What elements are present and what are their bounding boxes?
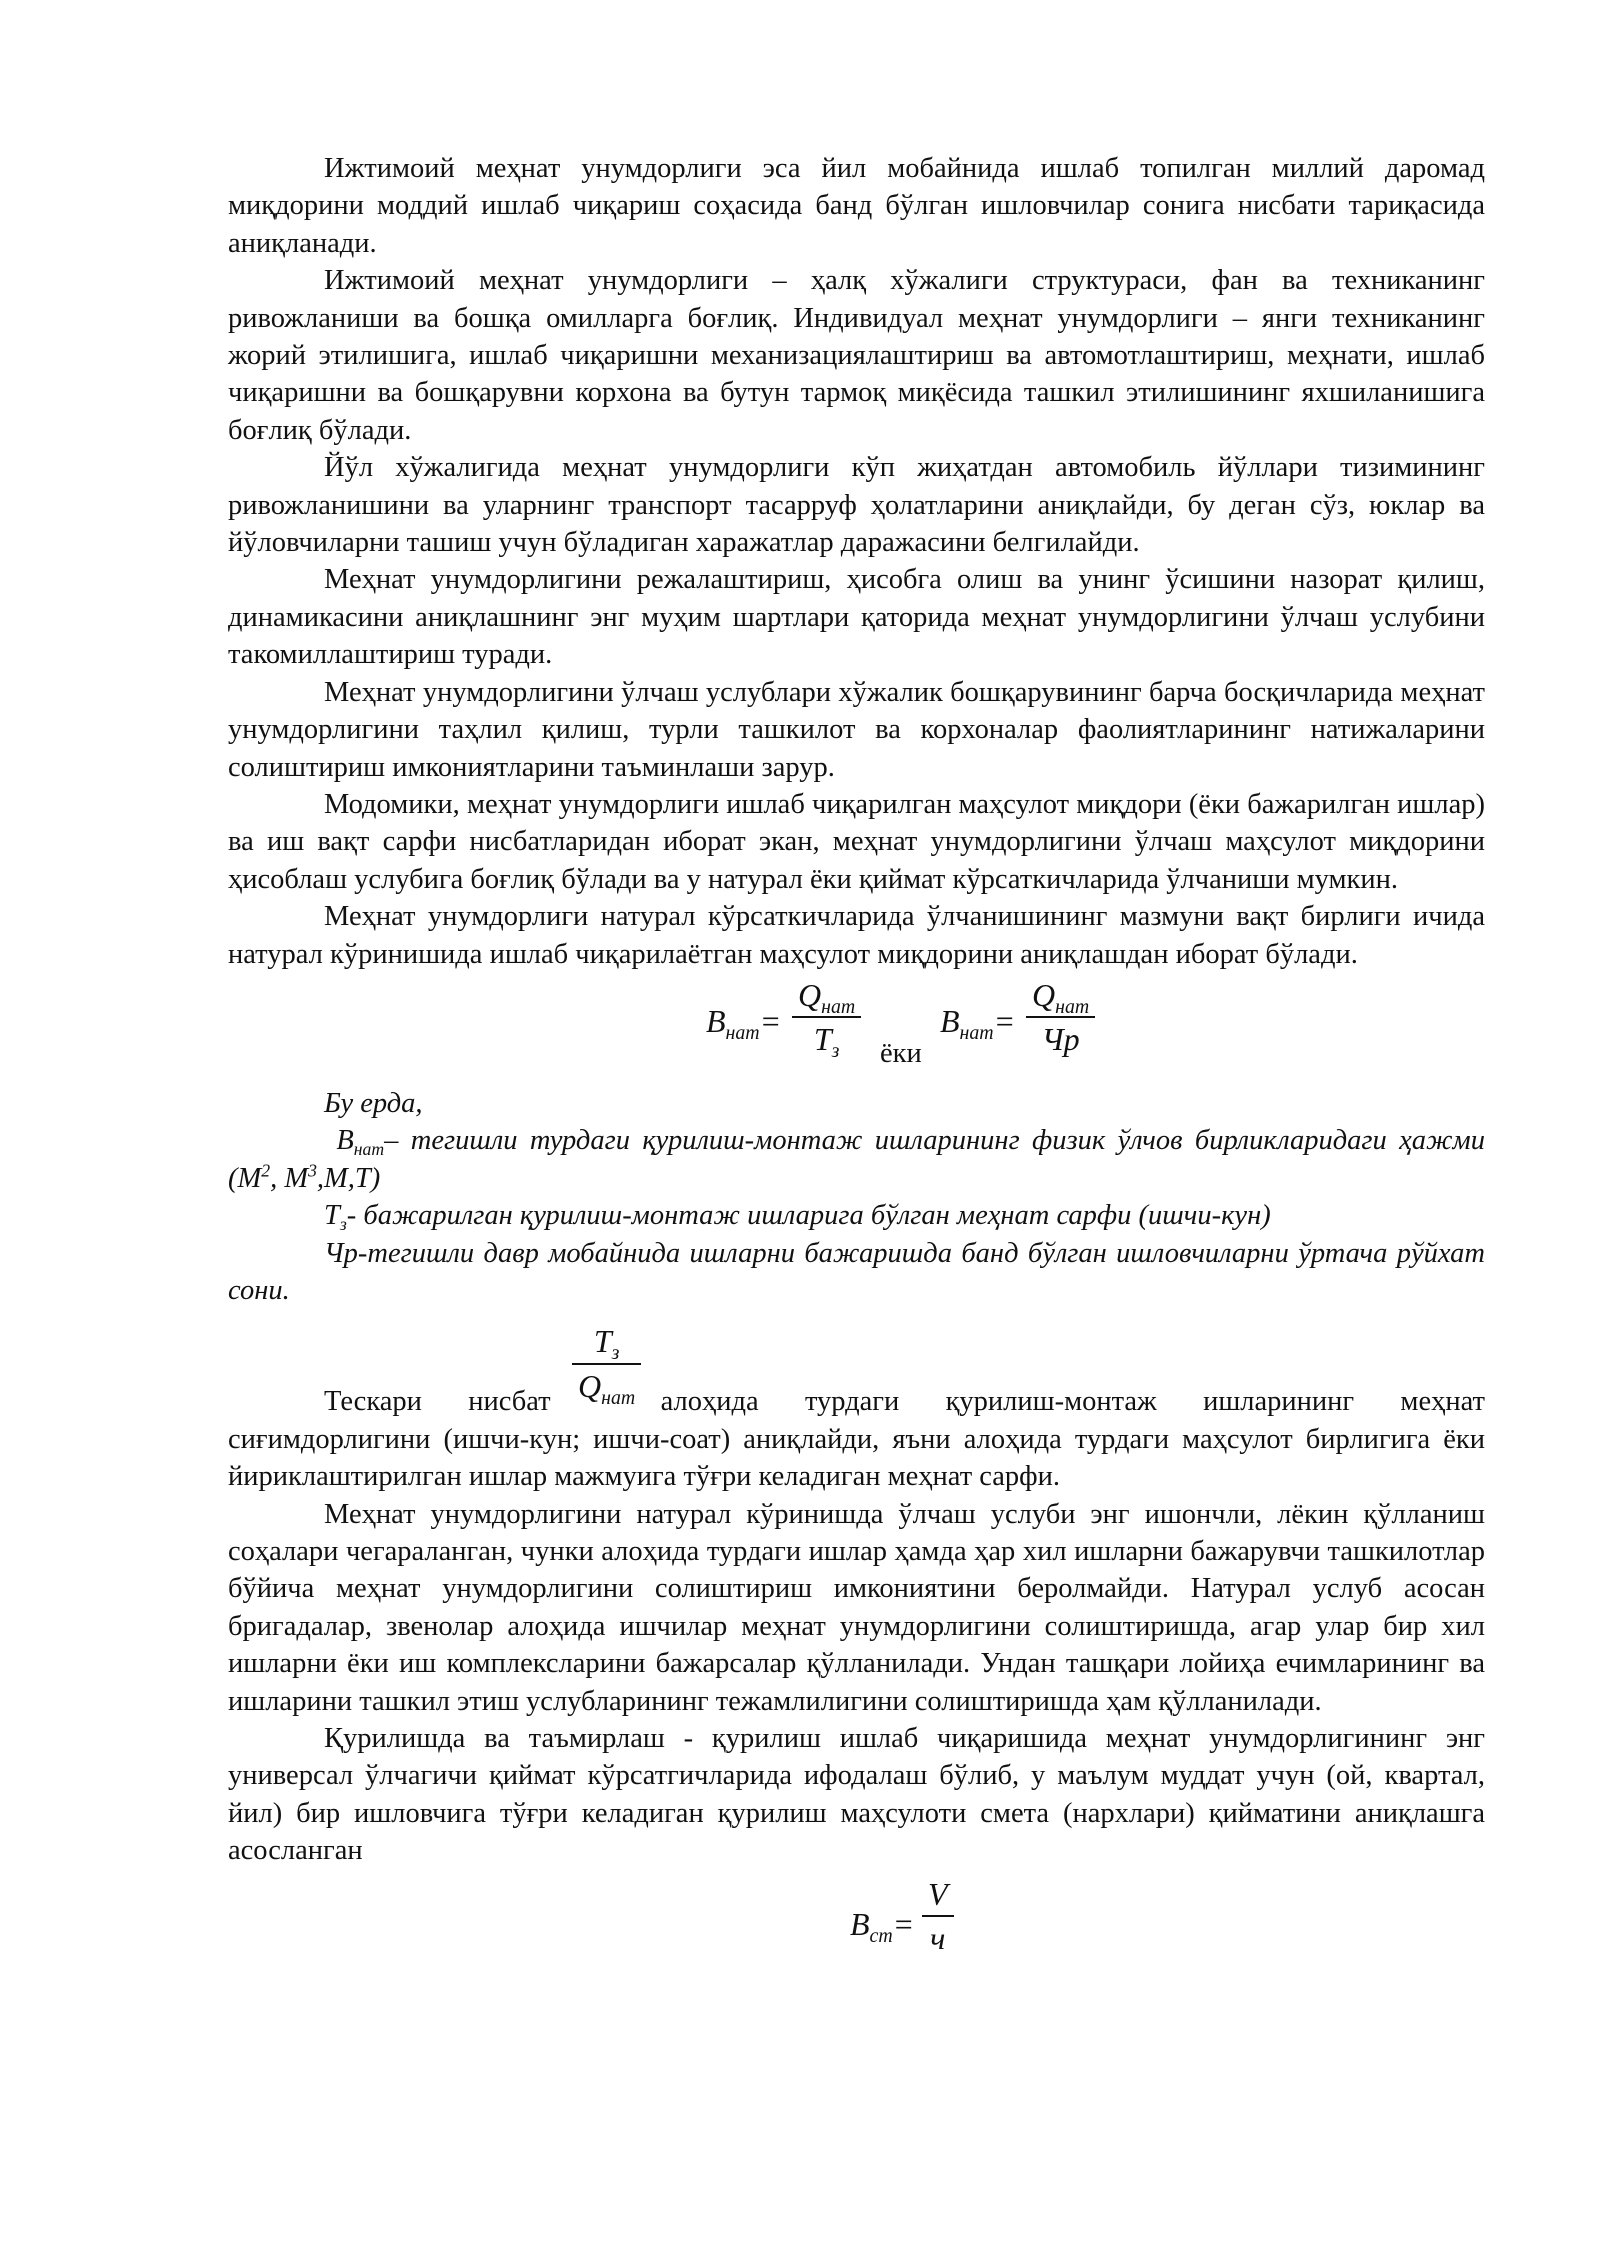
inverse-fraction-row [228,1309,1485,1409]
where-label: Бу ерда, [324,1087,423,1119]
definition-b-nat: $B_{нат}-$ тегишли турдаги қурилиш-монтаж ишларининг физик ўлчов бирликларидаги ҳажми ($М^2$, $М^3,М,Т$) [228,1125,1485,1194]
paragraph: Меҳнат унумдорлигини ўлчаш услублари хўжалик бошқарувининг барча босқичларида меҳнат унумдорлигини таҳлил қилиш, турли ташкилот ва корхоналар фаолиятларининг натижаларини солиштириш имкониятларини таъминлаши зарур. [228,676,1485,783]
paragraph: Меҳнат унумдорлиги натурал кўрсаткичларида ўлчанишининг мазмуни вақт бирлиги ичида натурал кўринишида ишлаб чиқарилаётган маҳсулот миқдорини аниқлашдан иборат бўлади. [228,901,1485,970]
formula-lhs-1: $B_{нат}=$ [706,1002,782,1044]
paragraph: Меҳнат унумдорлигини натурал кўринишда ўлчаш услуби энг ишончли, лёкин қўлланиш соҳалари чегараланган, чунки алоҳида турдаги ишлар ҳамда ҳар хил ишларни бажарувчи ташкилотлар бўйича меҳнат унумдорлигини солиштириш имкониятини беролмайди. Натурал услуб асосан бригадалар, звенолар алоҳида ишчилар меҳнат унумдорлигини солиштиришда, агар улар бир хил ишларни ёки иш комплексларини бажарсалар қўлланилади. Ундан ташқари лойиҳа ечимларининг ва ишларини ташкил этиш услубларининг тежамлилигини солиштиришда ҳам қўлланилади. [228,1498,1485,1717]
paragraph: Ижтимоий меҳнат унумдорлиги эса йил мобайнида ишлаб топилган миллий даромад миқдорини моддий ишлаб чиқариш соҳасида банд бўлган ишловчилар сонига нисбати тариқасида аниқланади. [228,153,1485,259]
formula-lhs-2: $B_{нат}=$ [940,1002,1016,1044]
formula-or-word: ёки [880,1037,922,1069]
formula-fraction-1: $Q_{нат}$ $T_з$ [792,977,861,1059]
formula-lhs-cost: $B_{ст}=$ [850,1905,915,1947]
cost-productivity-formula [228,1870,1485,1970]
paragraph: Ижтимоий меҳнат унумдорлиги – ҳалқ хўжалиги структураси, фан ва техниканинг ривожланиши ва бошқа омилларга боғлиқ. Индивидуал меҳнат унумдорлиги – янги техниканинг жорий этилишига, ишлаб чиқаришни механизациялаштириш ва автомотлаштириш, меҳнати, ишлаб чиқаришни ва бошқарувни корхона ва бутун тармоқ миқёсида ташкил этилишининг яхшиланишига боғлиқ бўлади. [228,265,1485,446]
paragraph: Меҳнат унумдорлигини режалаштириш, ҳисобга олиш ва унинг ўсишини назорат қилиш, динамикасини аниқлашнинг энг муҳим шартлари қаторида меҳнат унумдорлигини ўлчаш услубини такомиллаштириш туради. [228,564,1485,671]
formula-fraction-2: $Q_{нат}$ Чр [1026,977,1095,1059]
formula-fraction-cost: V ч [922,1876,954,1958]
paragraph: Қурилишда ва таъмирлаш - қурилиш ишлаб чиқаришида меҳнат унумдорлигининг энг универсал ўлчагичи қиймат кўрсатгичларида ифодалаш бўлиб, у маълум муддат учун (ой, квартал, йил) бир ишловчига тўғри келадиган қурилиш маҳсулоти смета (нархлари) қийматини аниқлашга асосланган [228,1723,1485,1867]
definition-t-z: $Т_з-$ бажарилган қурилиш-монтаж ишларига бўлган меҳнат сарфи (ишчи-кун) [324,1200,1271,1235]
definition-chr: Чр-тегишли давр мобайнида ишларни бажаришда банд бўлган ишловчиларни ўртача рўйхат сони. [228,1237,1485,1306]
inverse-fraction: $T_з$ $Q_{нат}$ [572,1323,641,1405]
paragraph: Йўл хўжалигида меҳнат унумдорлиги кўп жиҳатдан автомобиль йўллари тизимининг ривожланишини ва уларнинг транспорт тасарруф ҳолатларини аниқлайди, бу деган сўз, юклар ва йўловчиларни ташиш учун бўладиган харажатлар даражасини белгилайди. [228,452,1485,559]
document-page [228,150,1485,1970]
inverse-paragraph: Тескари нисбат алоҳида турдаги қурилиш-монтаж ишларининг меҳнат сиғимдорлигини (ишчи-кун; ишчи-соат) аниқлайди, яъни алоҳида турдаги маҳсулот бирлигига ёки йириклаштирилган ишлар мажмуига тўғри келадиган меҳнат сарфи. [228,1386,1485,1493]
paragraph: Модомики, меҳнат унумдорлиги ишлаб чиқарилган маҳсулот миқдори (ёки бажарилган ишлар) ва иш вақт сарфи нисбатларидан иборат экан, меҳнат унумдорлигини ўлчаш маҳсулот миқдорини ҳисоблаш услубига боғлиқ бўлади ва у натурал ёки қиймат кўрсаткичларида ўлчаниши мумкин. [228,788,1485,895]
productivity-formula [228,973,1485,1085]
